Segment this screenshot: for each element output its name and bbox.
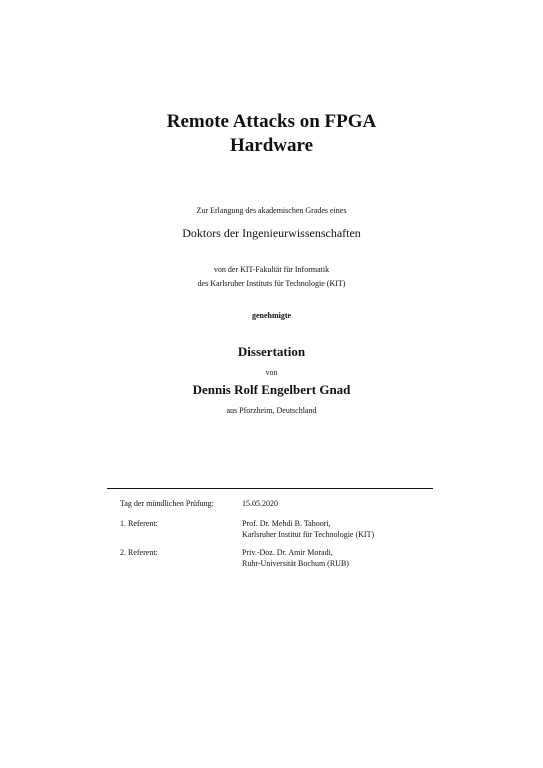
by-label: von xyxy=(265,368,278,377)
exam-date: 15.05.2020 xyxy=(242,499,278,508)
referee-2-value xyxy=(242,548,349,569)
author-origin: aus Pforzheim, Deutschland xyxy=(226,406,317,415)
thesis-title xyxy=(0,110,543,158)
referee-1-name: Prof. Dr. Mehdi B. Tahoori, xyxy=(242,519,331,528)
degree-purpose: Zur Erlangung des akademischen Grades eines xyxy=(196,206,347,215)
exam-date-value xyxy=(242,499,278,510)
author-name: Dennis Rolf Engelbert Gnad xyxy=(192,382,351,397)
referee-2-affiliation: Ruhr-Universität Bochum (RUB) xyxy=(242,558,349,568)
separator-rule xyxy=(107,488,433,489)
referee-2-label: 2. Referent: xyxy=(120,548,158,557)
faculty-line-1: von der KIT-Fakultät für Informatik xyxy=(213,265,330,274)
referee-2-name: Priv.-Doz. Dr. Amir Moradi, xyxy=(242,548,333,557)
document-type: Dissertation xyxy=(237,344,306,359)
thesis-title-line-2: Hardware xyxy=(229,135,314,156)
faculty-line-2: des Karlsruher Instituts für Technologie (KIT) xyxy=(197,279,346,288)
referee-1-label: 1. Referent: xyxy=(120,519,158,528)
referee-1-affiliation: Karlsruher Institut für Technologie (KIT) xyxy=(242,529,375,539)
degree-name: Doktors der Ingenieurwissenschaften xyxy=(182,226,361,240)
thesis-title-line-1: Remote Attacks on FPGA xyxy=(166,111,377,132)
exam-date-label: Tag der mündlichen Prüfung: xyxy=(120,499,214,508)
referee-1-value xyxy=(242,519,374,540)
approved-label: genehmigte xyxy=(251,311,292,320)
